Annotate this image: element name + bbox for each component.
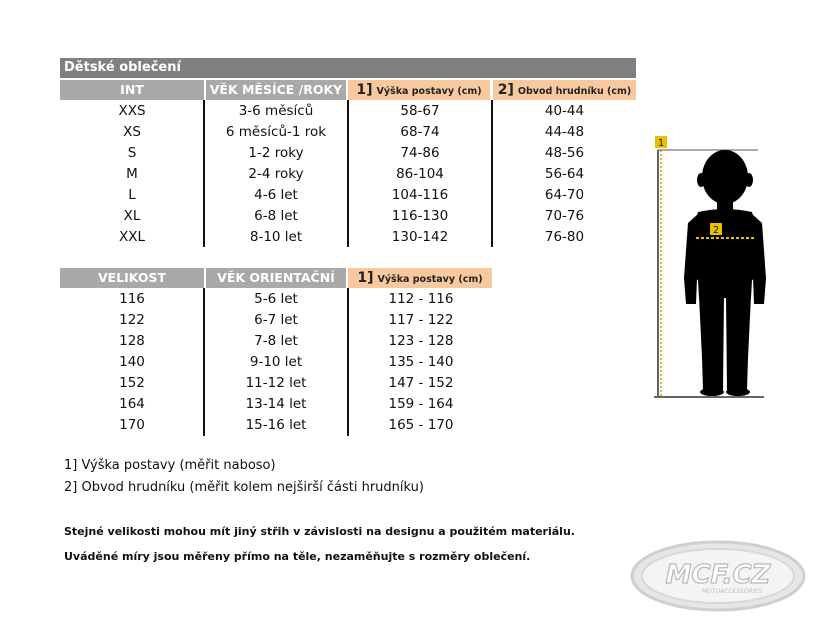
- cell-chest: 56-64: [544, 166, 585, 182]
- cell-int: XL: [123, 208, 141, 224]
- cell-height: 135 - 140: [388, 354, 454, 370]
- cell-int: M: [126, 166, 138, 182]
- marker-1-label: 1: [657, 138, 665, 149]
- cell-size: 116: [119, 291, 145, 307]
- cell-age: 7-8 let: [254, 333, 298, 349]
- height2-num: 1]: [357, 270, 374, 286]
- cell-height: 165 - 170: [388, 417, 454, 433]
- cell-height: 117 - 122: [388, 312, 454, 328]
- cell-age: 6-7 let: [254, 312, 298, 328]
- cell-size: 122: [119, 312, 145, 328]
- height2-text: Výška postavy (cm): [377, 274, 483, 285]
- cell-height: 116-130: [391, 208, 449, 224]
- col-age-header: VĚK MĚSÍCE /ROKY: [206, 80, 346, 100]
- cell-age: 15-16 let: [245, 417, 307, 433]
- marker-2-label: 2: [712, 225, 720, 236]
- cell-height: 123 - 128: [388, 333, 454, 349]
- cell-size: 128: [119, 333, 145, 349]
- cell-height: 58-67: [400, 103, 440, 119]
- left-arm: [684, 214, 700, 304]
- table1-title: Dětské oblečení: [60, 58, 636, 78]
- col-age2-header: VĚK ORIENTAČNÍ: [206, 268, 346, 288]
- cell-height: 130-142: [391, 229, 449, 245]
- logo-text: MCF.CZ: [665, 560, 771, 590]
- cell-age: 5-6 let: [254, 291, 298, 307]
- cell-int: L: [128, 187, 136, 203]
- logo-subtext: MOTOACCESSORIES: [701, 588, 763, 595]
- col-height-header: [348, 80, 490, 100]
- cell-int: S: [127, 145, 137, 161]
- cell-age: 3-6 měsíců: [238, 103, 314, 119]
- cell-height: 86-104: [396, 166, 444, 182]
- cell-int: XXL: [118, 229, 146, 245]
- note-fit: Stejné velikosti mohou mít jiný střih v závislosti na designu a použitém materiálu.: [64, 525, 575, 538]
- head-shape: [702, 150, 748, 204]
- cell-age: 1-2 roky: [248, 145, 304, 161]
- cell-age: 6-8 let: [254, 208, 298, 224]
- chest-num: 2]: [497, 82, 514, 98]
- cell-int: XXS: [118, 103, 146, 119]
- mcf-logo: [628, 538, 808, 614]
- cell-age: 13-14 let: [245, 396, 307, 412]
- cell-size: 152: [119, 375, 145, 391]
- cell-chest: 76-80: [544, 229, 585, 245]
- cell-age: 11-12 let: [245, 375, 307, 391]
- cell-chest: 44-48: [544, 124, 585, 140]
- col-height2-header: [348, 268, 492, 288]
- height-text: Výška postavy (cm): [376, 86, 482, 97]
- cell-size: 140: [119, 354, 145, 370]
- cell-height: 74-86: [400, 145, 440, 161]
- cell-age: 6 měsíců-1 rok: [225, 124, 327, 140]
- cell-size: 170: [119, 417, 145, 433]
- cell-size: 164: [119, 396, 145, 412]
- cell-chest: 48-56: [544, 145, 585, 161]
- cell-height: 112 - 116: [388, 291, 454, 307]
- note-measure: Uváděné míry jsou měřeny přímo na těle, nezaměňujte s rozměry oblečení.: [64, 550, 531, 563]
- cell-int: XS: [123, 124, 141, 140]
- note-height: 1] Výška postavy (měřit naboso): [64, 458, 276, 473]
- cell-chest: 40-44: [544, 103, 585, 119]
- cell-chest: 64-70: [544, 187, 585, 203]
- cell-height: 147 - 152: [388, 375, 454, 391]
- note-chest: 2] Obvod hrudníku (měřit kolem nejširší části hrudníku): [64, 480, 424, 495]
- left-leg: [699, 296, 724, 390]
- cell-height: 159 - 164: [388, 396, 454, 412]
- col-int-header: INT: [60, 80, 204, 100]
- child-silhouette-figure: [640, 128, 780, 408]
- cell-height: 68-74: [400, 124, 440, 140]
- cell-age: 2-4 roky: [248, 166, 304, 182]
- right-leg: [726, 296, 751, 390]
- cell-height: 104-116: [391, 187, 449, 203]
- cell-age: 9-10 let: [249, 354, 303, 370]
- col-chest-header: [493, 80, 636, 100]
- torso-shape: [693, 209, 757, 298]
- right-arm: [750, 214, 766, 304]
- cell-chest: 70-76: [544, 208, 585, 224]
- cell-age: 4-6 let: [254, 187, 298, 203]
- col-size-header: VELIKOST: [60, 268, 204, 288]
- cell-age: 8-10 let: [249, 229, 303, 245]
- height-num: 1]: [356, 82, 373, 98]
- chest-text: Obvod hrudníku (cm): [517, 86, 632, 97]
